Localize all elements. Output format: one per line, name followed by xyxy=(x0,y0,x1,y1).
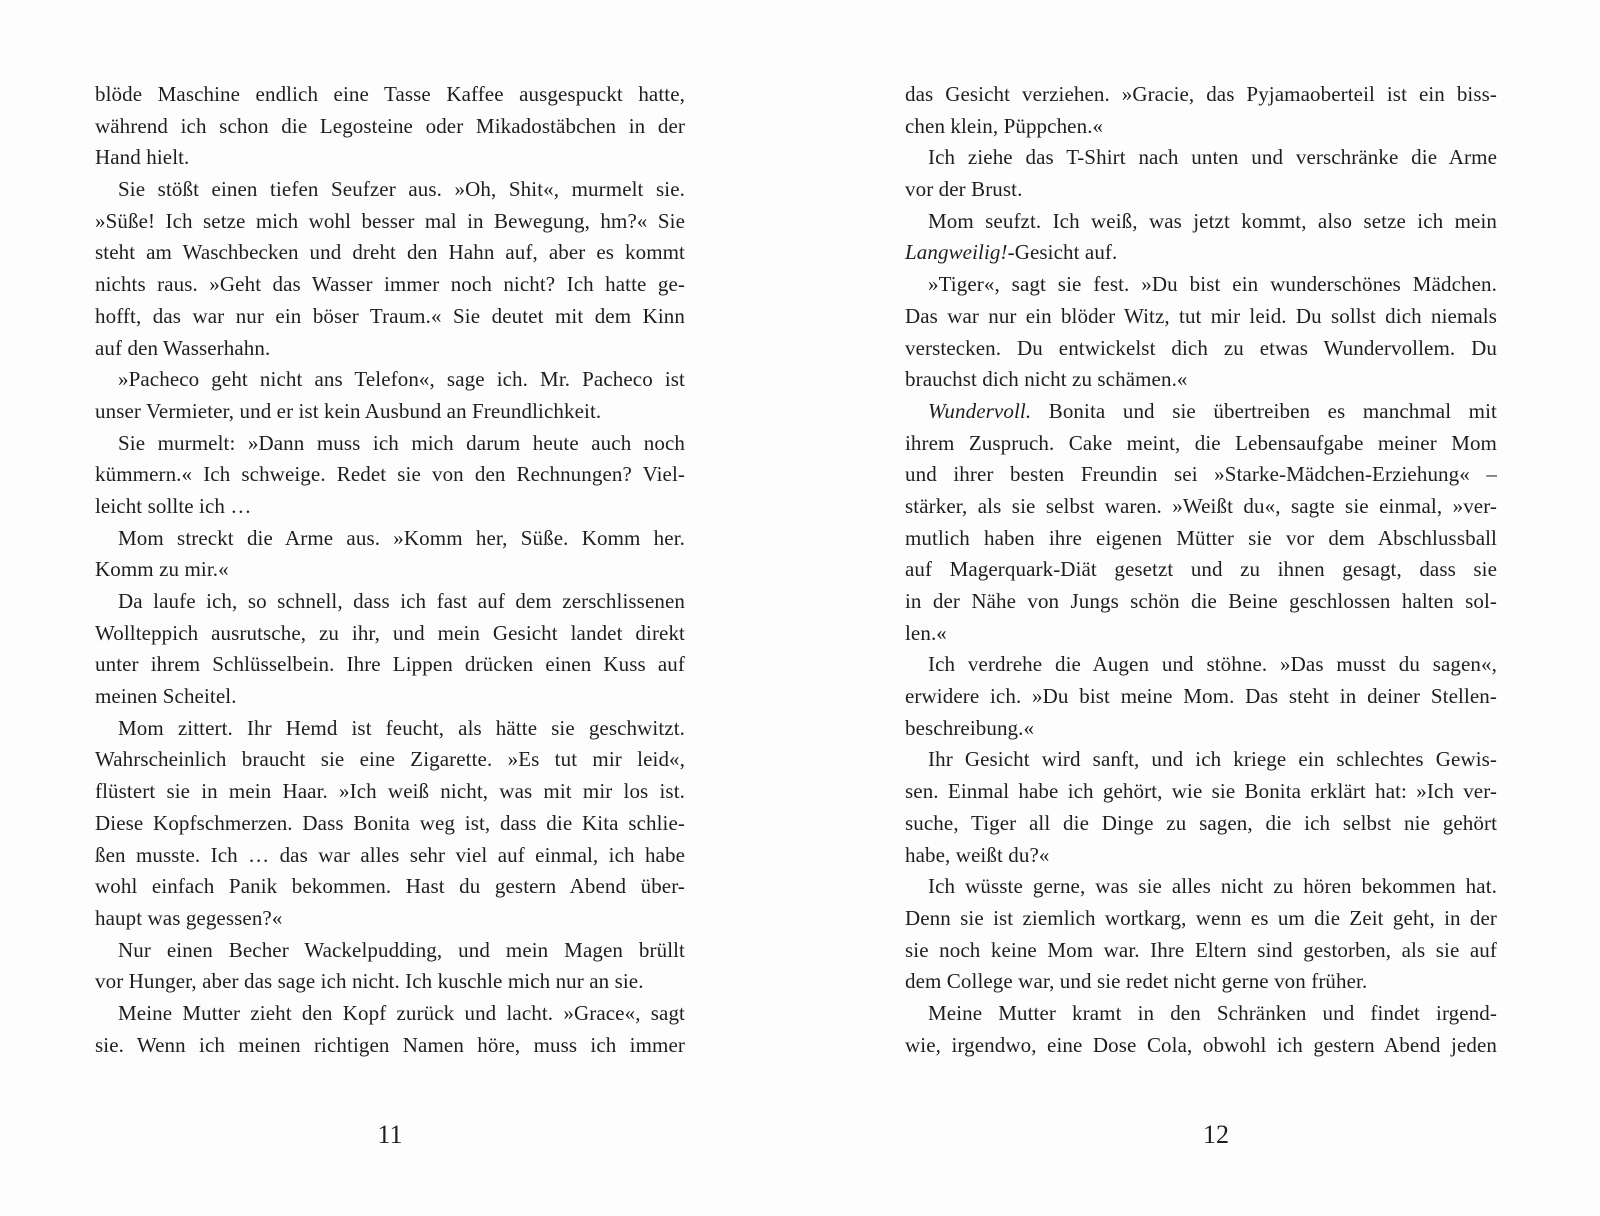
text-line-28: Nur einen Becher Wackelpudding, und mein Magen brüllt xyxy=(118,937,685,962)
text-line-27: Denn sie ist ziemlich wortkarg, wenn es um die Zeit geht, in der xyxy=(905,905,1497,930)
text-line-7: »Tiger«, sagt sie fest. »Du bist ein wunderschönes Mädchen. xyxy=(928,272,1497,297)
text-line-11: unser Vermieter, und er ist kein Ausbund an Freundlichkeit. xyxy=(95,398,602,423)
text-line-22: Wahrscheinlich braucht sie eine Zigarette. »Es tut mir leid«, xyxy=(95,747,685,772)
text-line-17: in der Nähe von Jungs schön die Beine geschlossen halten sol- xyxy=(905,589,1497,613)
text-line-3: Hand hielt. xyxy=(95,145,190,170)
text-line-14: leicht sollte ich … xyxy=(95,493,252,518)
text-line-14: stärker, als sie selbst waren. »Weißt du«, sagte sie einmal, »ver- xyxy=(905,493,1497,518)
text-line-24: Diese Kopfschmerzen. Dass Bonita weg ist, dass die Kita schlie- xyxy=(95,810,685,835)
text-line-8: Das war nur ein blöder Witz, tut mir leid. Du sollst dich niemals xyxy=(905,303,1497,328)
text-line-27: haupt was gegessen?« xyxy=(95,905,283,930)
text-line-2: während ich schon die Legosteine oder Mikadostäbchen in der xyxy=(95,113,685,138)
text-line-29: dem College war, und sie redet nicht gerne von früher. xyxy=(905,969,1368,994)
text-line-16: auf Magerquark-Diät gesetzt und zu ihnen gesagt, dass sie xyxy=(905,557,1497,582)
text-segment: -Gesicht auf. xyxy=(1007,240,1118,265)
page-number-right: 12 xyxy=(1203,1120,1229,1149)
page-number-left: 11 xyxy=(377,1120,403,1149)
text-line-20: meinen Scheitel. xyxy=(95,684,237,709)
text-line-24: suche, Tiger all die Dinge zu sagen, die ich selbst nie gehört xyxy=(905,810,1497,835)
text-line-10: »Pacheco geht nicht ans Telefon«, sage ich. Mr. Pacheco ist xyxy=(118,367,685,392)
text-line-31: sie. Wenn ich meinen richtigen Namen höre, muss ich immer xyxy=(95,1032,685,1057)
text-line-17: Da laufe ich, so schnell, dass ich fast auf dem zerschlissenen xyxy=(118,589,685,613)
text-line-26: wohl einfach Panik bekommen. Hast du gestern Abend über- xyxy=(95,874,685,899)
text-line-9: auf den Wasserhahn. xyxy=(95,335,271,360)
italic-text-segment: Wundervoll. xyxy=(928,398,1032,423)
text-line-10: brauchst dich nicht zu schämen.« xyxy=(905,367,1188,392)
text-line-18: len.« xyxy=(905,620,947,645)
text-line-25: habe, weißt du?« xyxy=(905,842,1050,867)
italic-text-segment: Langweilig! xyxy=(905,240,1008,265)
text-line-3: Ich ziehe das T-Shirt nach unten und verschränke die Arme xyxy=(928,145,1497,170)
text-line-23: flüstert sie in mein Haar. »Ich weiß nicht, was mit mir los ist. xyxy=(95,779,685,804)
text-line-30: Meine Mutter kramt in den Schränken und findet irgend- xyxy=(928,1000,1497,1025)
text-line-25: ßen musste. Ich … das war alles sehr viel auf einmal, ich habe xyxy=(95,842,685,867)
page-left-text-block xyxy=(95,79,685,1061)
text-line-23: sen. Einmal habe ich gehört, wie sie Bonita erklärt hat: »Ich ver- xyxy=(905,779,1497,804)
text-line-28: sie noch keine Mom war. Ihre Eltern sind gestorben, als sie auf xyxy=(905,937,1497,962)
text-line-20: erwidere ich. »Du bist meine Mom. Das steht in deiner Stellen- xyxy=(905,684,1497,709)
page-right-text-block xyxy=(905,79,1497,1061)
text-line-4: vor der Brust. xyxy=(905,177,1023,202)
text-line-15: Mom streckt die Arme aus. »Komm her, Süße. Komm her. xyxy=(118,525,685,550)
text-line-11 xyxy=(905,396,1497,428)
text-line-13: und ihrer besten Freundin sei »Starke-Mädchen-Erziehung« – xyxy=(905,462,1497,487)
text-line-26: Ich wüsste gerne, was sie alles nicht zu hören bekommen hat. xyxy=(928,874,1497,899)
text-line-9: verstecken. Du entwickelst dich zu etwas Wundervollem. Du xyxy=(905,335,1497,360)
text-line-7: nichts raus. »Geht das Wasser immer noch nicht? Ich hatte ge- xyxy=(95,272,685,297)
text-line-21: beschreibung.« xyxy=(905,715,1035,740)
text-segment: Bonita und sie übertreiben es manchmal mit xyxy=(1031,398,1497,423)
text-line-5: »Süße! Ich setze mich wohl besser mal in Bewegung, hm?« Sie xyxy=(95,208,685,233)
text-line-12: Sie murmelt: »Dann muss ich mich darum heute auch noch xyxy=(118,430,685,455)
text-line-19: unter ihrem Schlüsselbein. Ihre Lippen drücken einen Kuss auf xyxy=(95,652,685,677)
text-line-13: kümmern.« Ich schweige. Redet sie von den Rechnungen? Viel- xyxy=(95,462,685,487)
text-line-6 xyxy=(905,237,1497,269)
text-line-30: Meine Mutter zieht den Kopf zurück und lacht. »Grace«, sagt xyxy=(118,1000,685,1025)
text-line-5: Mom seufzt. Ich weiß, was jetzt kommt, also setze ich mein xyxy=(928,208,1497,233)
text-line-22: Ihr Gesicht wird sanft, und ich kriege ein schlechtes Gewis- xyxy=(928,747,1497,772)
text-line-19: Ich verdrehe die Augen und stöhne. »Das musst du sagen«, xyxy=(928,652,1497,677)
text-line-15: mutlich haben ihre eigenen Mütter sie vor dem Abschlussball xyxy=(905,525,1497,550)
text-line-8: hofft, das war nur ein böser Traum.« Sie deutet mit dem Kinn xyxy=(95,303,685,328)
text-line-1: blöde Maschine endlich eine Tasse Kaffee ausgespuckt hatte, xyxy=(95,82,685,106)
text-line-29: vor Hunger, aber das sage ich nicht. Ich kuschle mich nur an sie. xyxy=(95,969,644,994)
text-line-4: Sie stößt einen tiefen Seufzer aus. »Oh, Shit«, murmelt sie. xyxy=(118,177,685,202)
text-line-12: ihrem Zuspruch. Cake meint, die Lebensaufgabe meiner Mom xyxy=(905,430,1497,455)
text-line-21: Mom zittert. Ihr Hemd ist feucht, als hätte sie geschwitzt. xyxy=(118,715,685,740)
text-line-31: wie, irgendwo, eine Dose Cola, obwohl ich gestern Abend jeden xyxy=(905,1032,1497,1057)
text-line-1: das Gesicht verziehen. »Gracie, das Pyjamaoberteil ist ein biss- xyxy=(905,82,1497,106)
text-line-2: chen klein, Püppchen.« xyxy=(905,113,1104,138)
text-line-6: steht am Waschbecken und dreht den Hahn auf, aber es kommt xyxy=(95,240,685,265)
text-line-16: Komm zu mir.« xyxy=(95,557,229,582)
text-line-18: Wollteppich ausrutsche, zu ihr, und mein Gesicht landet direkt xyxy=(95,620,685,645)
